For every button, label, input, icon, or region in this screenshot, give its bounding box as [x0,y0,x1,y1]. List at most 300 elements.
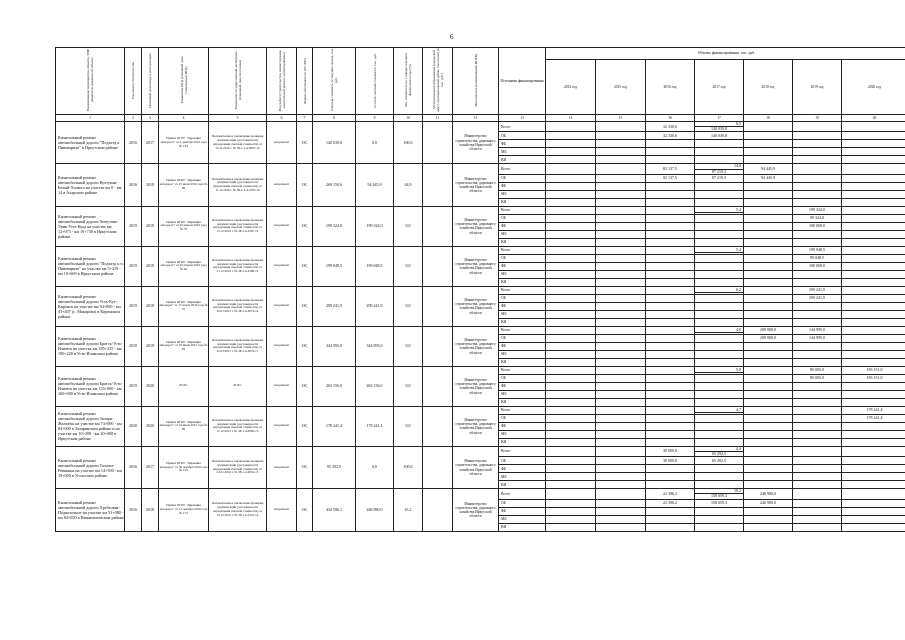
year-value [546,190,596,198]
year-value [646,422,695,430]
year-value: 99 324,0 [793,214,842,222]
work-type: кап.ремонт [267,366,297,406]
year-value [695,481,744,489]
year-value: 200 000,0 [744,334,793,342]
year-value [546,374,596,382]
year-value [695,358,744,366]
year-value [695,286,744,294]
funding-source: ОБ [499,174,546,182]
share-percent: 4,4 [695,447,743,452]
funding-source: МБ [499,350,546,358]
year-value [546,122,596,132]
year-value [596,140,646,148]
municipality [423,286,453,326]
funding-source: ФБ [499,422,546,430]
funding-source: ОБ [499,457,546,465]
work-type: кап.ремонт [267,406,297,446]
municipality [423,406,453,446]
funding-source: ОБ [499,334,546,342]
year-value [596,457,646,465]
executor: Министерство строительства, дорожного хозяйства Иркутской области [453,406,499,446]
funding-source: ВИ [499,358,546,366]
year-value [596,398,646,406]
funding-source: ВИ [499,278,546,286]
year-value [744,358,793,366]
funding-source: МБ [499,190,546,198]
header-year: 2019 год [793,60,842,115]
psd-details: Приказ ОГКУ "Дирекция автодорог" от 24 июля 2015 года № 96 [159,406,209,446]
year-value [842,270,905,278]
readiness-percent: 0,0 [394,246,423,286]
year-value [744,270,793,278]
year-value [842,238,905,246]
year-value [646,523,695,531]
year-value [744,446,793,456]
work-type: кап.ремонт [267,246,297,286]
year-value [793,406,842,414]
year-value [646,254,695,262]
year-value [695,182,744,190]
year-value [546,481,596,489]
year-value [646,156,695,164]
year-value [842,246,905,254]
year-value: 87 219,3 [695,174,744,182]
year-value [842,262,905,270]
work-type: кап.ремонт [267,206,297,246]
year-value: 94 445,9 [744,174,793,182]
year-value [793,278,842,286]
table-row [56,489,905,499]
funding-source: ОБ [499,499,546,507]
funding-source: ОБ [499,294,546,302]
year-value [695,214,744,222]
year-value [842,430,905,438]
year-value [596,473,646,481]
year-value [793,422,842,430]
year-value [546,473,596,481]
year-value [646,366,695,374]
year-value [842,334,905,342]
year-value [695,326,744,334]
year-value [842,222,905,230]
ownership: ОС [297,122,313,164]
estimated-cost: 434 596,1 [313,489,356,531]
header-start-year: Год начала строительства [125,48,142,115]
year-value [646,302,695,310]
funding-source: ФБ [499,507,546,515]
year-value [793,148,842,156]
year-total: 158 659,3 [711,493,727,499]
year-total: 65 292,5 [712,451,726,457]
table-row [56,246,905,254]
ownership: ОС [297,406,313,446]
year-value: 144 995,0 [793,334,842,342]
year-value [646,278,695,286]
year-value [646,318,695,326]
municipality [423,122,453,164]
year-value: 100 000,0 [793,222,842,230]
year-value [793,230,842,238]
year-value [744,122,793,132]
municipality [423,246,453,286]
year-value [695,122,744,132]
year-value [744,398,793,406]
share-percent: 10,2 [695,489,743,494]
year-value [596,238,646,246]
year-value [744,473,793,481]
year-value [546,446,596,456]
remaining-cost: 199 324,0 [356,206,394,246]
work-type: кап.ремонт [267,446,297,488]
year-value: 30 000,0 [646,446,695,456]
year-value [596,406,646,414]
year-value [842,507,905,515]
year-value [793,358,842,366]
year-value [744,206,793,214]
year-value [793,523,842,531]
year-value [842,156,905,164]
year-value [744,230,793,238]
year-value [793,318,842,326]
start-year: 2019 [125,206,142,246]
year-value [842,140,905,148]
expertise-details: Положительное заключение проверки документации (достоверности определения сметной стоимости) от 11.12.2015 г. № 38-1-4-0082-15 [209,406,267,446]
year-value [793,310,842,318]
year-value [546,182,596,190]
year-value [744,342,793,350]
year-value [646,148,695,156]
year-value [596,174,646,182]
year-value [646,350,695,358]
remaining-cost: 0,0 [356,122,394,164]
year-value [842,422,905,430]
header-year: 2014 год [546,60,596,115]
year-value [546,310,596,318]
year-value: 199 324,0 [793,206,842,214]
year-value [744,457,793,465]
funding-source: ОБ [499,254,546,262]
header-year: 2017 год [695,60,744,115]
header-sources: Источники финансирования [499,48,546,115]
year-value [546,366,596,374]
funding-source: МБ [499,148,546,156]
work-type: кап.ремонт [267,164,297,206]
executor: Министерство строительства, дорожного хозяйства Иркутской области [453,489,499,531]
remaining-cost: 199 048,5 [356,246,394,286]
year-value: 22 396,2 [646,499,695,507]
start-year: 2016 [125,164,142,206]
readiness-percent: 100,0 [394,122,423,164]
funding-source: ФБ [499,140,546,148]
table-row [56,206,905,214]
year-value [596,246,646,254]
table-row [56,406,905,414]
year-value [842,318,905,326]
psd-details: Приказ ОГКУ "Дирекция автодорог" от 17 марта 2016 года № 37 [159,286,209,326]
year-value [744,132,793,140]
year-value: 183 151,0 [842,366,905,374]
funding-source: ВИ [499,318,546,326]
readiness-percent: 100,0 [394,446,423,488]
work-type: кап.ремонт [267,326,297,366]
year-value [646,374,695,382]
year-value [596,422,646,430]
funding-source: ВИ [499,156,546,164]
year-value [744,438,793,446]
year-value [695,390,744,398]
year-value [842,286,905,294]
year-value [546,294,596,302]
year-value: 82 137,5 [646,164,695,174]
object-name: Капитальный ремонт автомобильной дороги "Подъезд к Пивоварихе" в Иркутском районе [56,122,125,164]
funding-source: ВИ [499,438,546,446]
year-value [793,457,842,465]
year-value [744,350,793,358]
year-total: 140 039,8 [711,126,727,132]
year-value: 144 995,0 [793,326,842,334]
estimated-cost: 140 039,8 [313,122,356,164]
funding-source: ОБ [499,214,546,222]
year-value [744,302,793,310]
work-type: кап.ремонт [267,286,297,326]
funding-source: ФБ [499,262,546,270]
year-value [596,515,646,523]
year-value [596,132,646,140]
estimated-cost: 263 156,0 [313,366,356,406]
header-name: Наименование мероприятия, объекта, ТПР, реквизиты решения об объекте [56,48,125,115]
year-value: 100 000,0 [793,262,842,270]
year-value [793,122,842,132]
year-value: 246 980,0 [744,499,793,507]
year-value [744,390,793,398]
year-value [842,358,905,366]
table-row [56,286,905,294]
year-value [842,310,905,318]
funding-source: ФБ [499,222,546,230]
year-value [695,342,744,350]
year-value [695,382,744,390]
funding-source: ОБ [499,132,546,140]
estimated-cost: 299 241,9 [313,286,356,326]
funding-source: МБ [499,310,546,318]
object-name: Капитальный ремонт автомобильной дороги Братск-Усть-Илимск на участке км 185+235 - км 190+220 в Усть-Илимском районе [56,326,125,366]
ownership: ОС [297,164,313,206]
year-value [596,318,646,326]
funding-source: Всего [499,286,546,294]
year-value: 94 445,9 [744,164,793,174]
year-value: 299 241,9 [793,286,842,294]
year-value [596,414,646,422]
header-work-type: Вид работ (строительство, реконструкция, капитальный ремонт, проектирование) [267,48,297,115]
funding-source: Всего [499,122,546,132]
year-value [596,507,646,515]
year-value: 158 659,3 [695,499,744,507]
year-value [546,465,596,473]
remaining-cost: 94 445,9 [356,164,394,206]
year-value [546,422,596,430]
psd-details: Приказ ОГКУ "Дирекция автодорог" от 21 декабря 2016 года № 172 [159,489,209,531]
municipality [423,206,453,246]
year-value [546,254,596,262]
year-value [842,254,905,262]
year-value [546,230,596,238]
psd-details: Приказ ОГКУ "Дирекция автодорог" от 29 апреля 2019 года № 62 [159,246,209,286]
year-value [793,156,842,164]
year-value [695,270,744,278]
year-value [546,523,596,531]
year-value [695,238,744,246]
estimated-cost: 178 241,4 [313,406,356,446]
year-value [596,206,646,214]
year-value [695,310,744,318]
year-value [596,182,646,190]
funding-source: ФБ [499,342,546,350]
year-value [842,499,905,507]
financing-table [55,47,887,532]
year-value [842,148,905,156]
year-value [744,414,793,422]
executor: Министерство строительства, дорожного хозяйства Иркутской области [453,446,499,488]
table-row [56,446,905,456]
year-value [793,174,842,182]
year-value [695,473,744,481]
year-value [793,164,842,174]
year-value [793,140,842,148]
year-value: 32 330,6 [646,132,695,140]
year-value [842,457,905,465]
page-number: 6 [450,33,454,41]
year-value [546,489,596,499]
readiness-percent: 0,0 [394,206,423,246]
year-value [596,198,646,206]
start-year: 2016 [125,446,142,488]
year-value [596,350,646,358]
year-value [695,489,744,499]
ownership: ОС [297,286,313,326]
year-value [842,515,905,523]
header-remaining: Остаток сметной стоимости, тыс. руб. [356,48,394,115]
year-value [842,523,905,531]
estimated-cost: 344 995,0 [313,326,356,366]
year-value [744,382,793,390]
year-value [744,262,793,270]
start-year: 2018 [125,326,142,366]
executor: Министерство строительства, дорожного хозяйства Иркутской области [453,164,499,206]
share-percent: 4,7 [695,408,743,413]
share-percent: 5,4 [695,208,743,213]
year-value [646,230,695,238]
year-value [646,246,695,254]
year-value [744,156,793,164]
year-total: 87 219,3 [712,168,726,174]
share-percent: 5,0 [695,368,743,373]
year-value [546,350,596,358]
year-value [596,499,646,507]
object-name: Капитальный ремонт автомобильной дороги Хребтовая-Подволочное на участке км 51+080 - км 84+050 в Нижнеилимском районе [56,489,125,531]
year-value [793,198,842,206]
year-value [596,156,646,164]
executor: Министерство строительства, дорожного хозяйства Иркутской области [453,206,499,246]
year-value [546,156,596,164]
year-value [695,222,744,230]
municipality [423,446,453,488]
year-value [646,473,695,481]
year-value [842,473,905,481]
share-percent: 5,4 [695,248,743,253]
year-value [793,481,842,489]
year-value [596,382,646,390]
year-value [695,318,744,326]
year-value: 32 330,6 [646,122,695,132]
year-value [842,174,905,182]
year-value [793,302,842,310]
year-value [793,515,842,523]
year-value [646,238,695,246]
table-body [56,122,905,532]
year-value [596,254,646,262]
year-value [646,398,695,406]
municipality [423,164,453,206]
end-year: 2019 [142,206,159,246]
expertise-details: Положительное заключение проверки документации (достоверности определения сметной стоимости) от 11.12.2016 г. № 38-1-1-4-0103-16 [209,164,267,206]
year-value [546,246,596,254]
year-value [744,190,793,198]
year-value [842,198,905,206]
year-value [546,148,596,156]
year-value [546,214,596,222]
year-value [596,164,646,174]
year-value [793,398,842,406]
year-value [842,278,905,286]
funding-source: ВИ [499,481,546,489]
year-value [546,164,596,174]
year-value [842,438,905,446]
object-name: Капитальный ремонт автомобильной дороги Хомутово-Урик-Усть-Куда на участке км 12+973 - км 19+730 в Иркутском районе [56,206,125,246]
year-value [793,489,842,499]
header-executor: Исполнитель (наименование ИОГВ) [453,48,499,115]
year-value [793,414,842,422]
year-value [842,132,905,140]
year-value [596,438,646,446]
municipality [423,366,453,406]
year-value [646,481,695,489]
year-value [646,214,695,222]
funding-source: Всего [499,406,546,414]
header-year: 2018 год [744,60,793,115]
table-row [56,164,905,174]
ownership: ОС [297,326,313,366]
object-name: Капитальный ремонт автомобильной дороги Братск-Усть-Илимск на участке км 155+000 - км 160+000 в Усть-Илимском районе [56,366,125,406]
header-year: 2020 год [842,60,905,115]
municipality [423,326,453,366]
table-row [56,366,905,374]
year-value [546,499,596,507]
year-value [546,140,596,148]
funding-source: МБ [499,473,546,481]
remaining-cost: 263 156,0 [356,366,394,406]
year-value [744,198,793,206]
year-value [842,390,905,398]
year-value [695,206,744,214]
remaining-cost: 0,0 [356,446,394,488]
year-value [695,523,744,531]
start-year: 2016 [125,489,142,531]
funding-source: ВИ [499,198,546,206]
end-year: 2018 [142,164,159,206]
ownership: ОС [297,489,313,531]
year-value [842,326,905,334]
psd-details: Приказ ОГКУ "Дирекция автодорог" от 19 июня 2015 года № 95 [159,326,209,366]
